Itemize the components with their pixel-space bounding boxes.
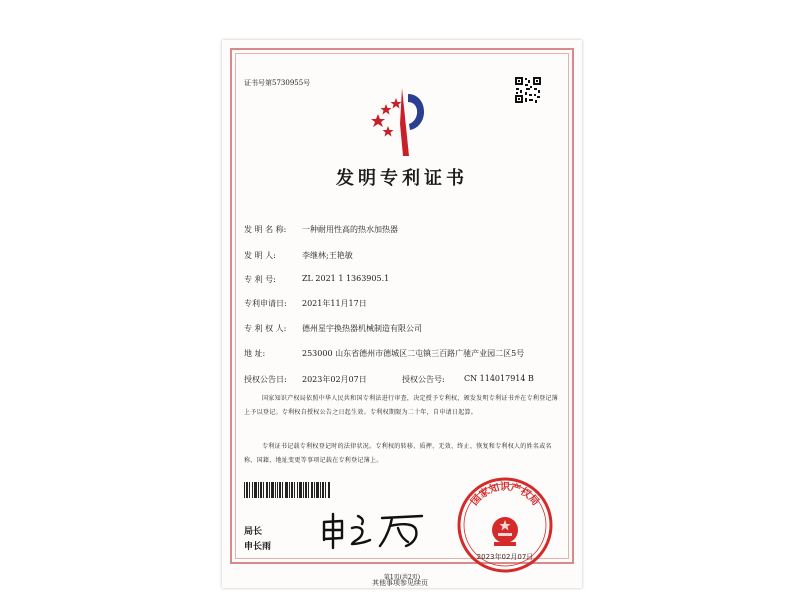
director-title: 局长 bbox=[244, 527, 263, 537]
certificate-number: 证书号第5730955号 bbox=[244, 79, 311, 87]
field-invention-name bbox=[244, 224, 564, 235]
field-patentee bbox=[244, 323, 564, 334]
page-number: 第1页(共2页) bbox=[383, 574, 421, 581]
field-value: 253000 山东省德州市德城区二屯镇三百路广驰产业园二区5号 bbox=[302, 349, 525, 358]
director-name: 申长雨 bbox=[244, 542, 272, 552]
field-label: 专利申请日: bbox=[244, 299, 287, 308]
certificate-sheet bbox=[222, 40, 582, 588]
field-label: 授权公告号: bbox=[402, 375, 445, 384]
field-grant-announcement bbox=[244, 374, 564, 385]
field-label: 专 利 号: bbox=[244, 275, 276, 284]
field-label: 专 利 权 人: bbox=[244, 324, 287, 333]
grant-statement: 国家知识产权局依照中华人民共和国专利法进行审查，决定授予专利权，颁发发明专利证书并在专利登记簿上予以登记。专利权自授权公告之日起生效。专利权期限为二十年，自申请日起算。 bbox=[244, 395, 559, 416]
field-label: 地 址: bbox=[244, 349, 266, 358]
field-inventor bbox=[244, 250, 564, 261]
qr-code-icon bbox=[514, 76, 542, 104]
handwritten-signature-icon bbox=[318, 510, 428, 550]
field-label: 发 明 名 称: bbox=[244, 225, 287, 234]
field-value: ZL 2021 1 1363905.1 bbox=[302, 274, 390, 283]
field-label: 授权公告日: bbox=[244, 375, 287, 384]
grant-number: CN 114017914 B bbox=[464, 374, 534, 383]
field-value: 2021年11月17日 bbox=[302, 299, 367, 308]
certificate-title: 发明专利证书 bbox=[336, 168, 468, 189]
seal-date: 2023年02月07日 bbox=[476, 553, 534, 561]
patent-office-logo-icon bbox=[368, 84, 430, 158]
barcode-icon bbox=[244, 482, 330, 498]
field-value: 李继林;王艳敏 bbox=[302, 251, 353, 260]
grant-date: 2023年02月07日 bbox=[302, 375, 367, 384]
legal-status-statement: 专利证书记载专利权登记时的法律状况。专利权的转移、质押、无效、终止、恢复和专利权人的姓名或名称、国籍、地址变更等事项记载在专利登记簿上。 bbox=[244, 443, 552, 464]
continuation-note: 其他事项参见续页 bbox=[372, 579, 428, 587]
official-seal-icon bbox=[456, 476, 554, 574]
field-value: 德州星宇换热器机械制造有限公司 bbox=[302, 324, 422, 333]
field-label: 发 明 人: bbox=[244, 251, 276, 260]
field-filing-date bbox=[244, 298, 564, 309]
field-value: 一种耐用性高的热水加热器 bbox=[302, 225, 398, 234]
field-address bbox=[244, 348, 564, 360]
field-patent-number bbox=[244, 274, 564, 285]
svg-text:国家知识产权局: 国家知识产权局 bbox=[469, 482, 541, 508]
